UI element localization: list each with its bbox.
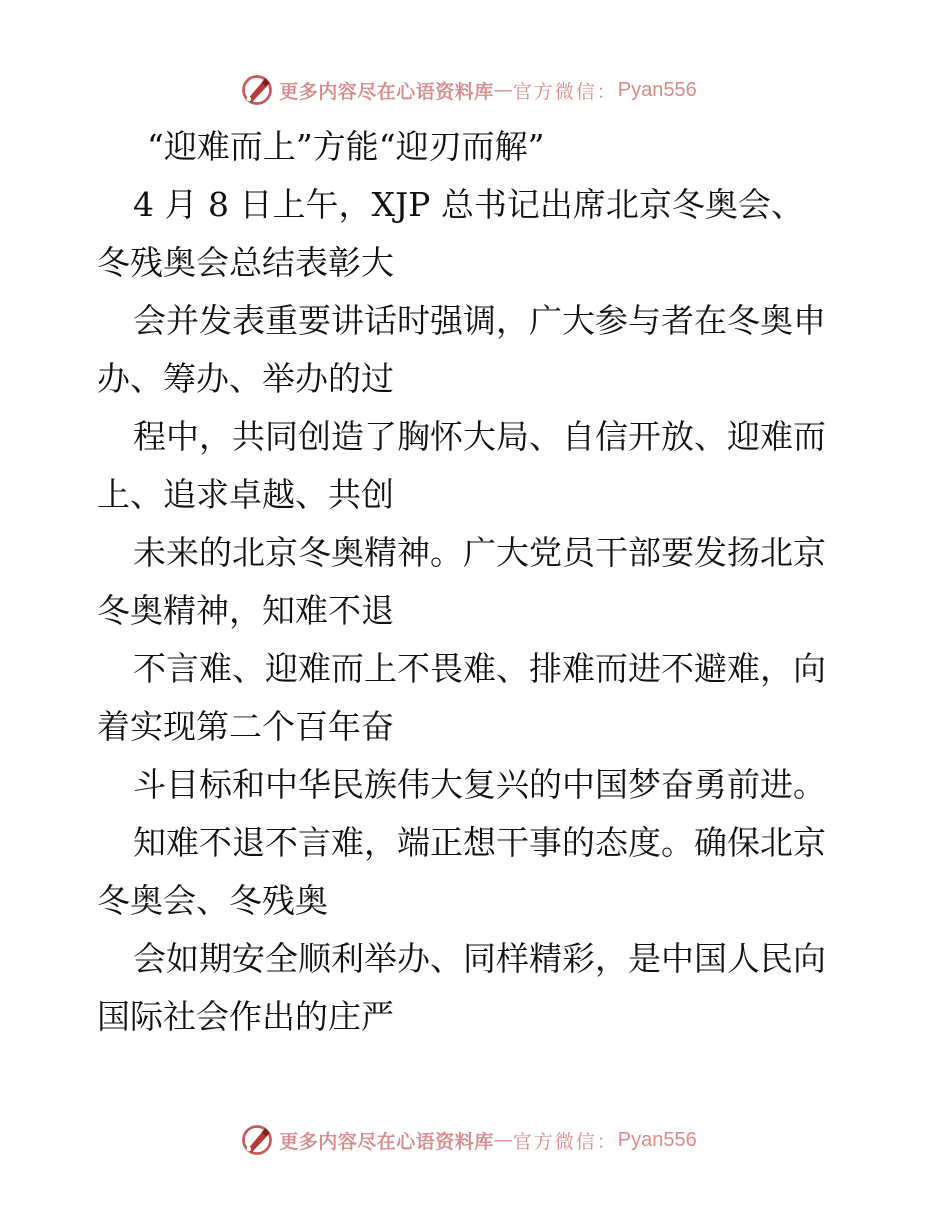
header-banner[interactable] [0, 70, 950, 110]
paragraph-line: 国际社会作出的庄严 [97, 997, 394, 1036]
banner-dash: — [493, 1129, 513, 1151]
paragraph-line: 斗目标和中华民族伟大复兴的中国梦奋勇前进。 [133, 765, 826, 804]
paragraph-line: 冬残奥会总结表彰大 [97, 243, 394, 282]
document-title: “迎难而上”方能“迎刃而解” [147, 127, 545, 166]
paragraph-line: 未来的北京冬奥精神。广大党员干部要发扬北京 [133, 533, 826, 572]
paragraph-line: 办、筹办、举办的过 [97, 359, 394, 398]
paragraph-line: 会如期安全顺利举办、同样精彩，是中国人民向 [133, 939, 826, 978]
paragraph-line: 程中，共同创造了胸怀大局、自信开放、迎难而 [133, 417, 826, 456]
paragraph-line: 知难不退不言难，端正想干事的态度。确保北京 [133, 823, 826, 862]
banner-dash: — [493, 79, 513, 101]
paragraph-line: 会并发表重要讲话时强调，广大参与者在冬奥申 [133, 301, 826, 340]
banner-text: 更多内容尽在心语资料库 [279, 1130, 494, 1153]
paragraph-line: 上、追求卓越、共创 [97, 475, 394, 514]
banner-official-label: 官方微信： [512, 1130, 618, 1153]
banner-wechat-id: Pyan556 [617, 78, 697, 101]
paragraph-line: 冬奥精神，知难不退 [97, 591, 394, 630]
banner-official-label: 官方微信： [512, 80, 618, 103]
banner-wechat-id: Pyan556 [617, 1128, 697, 1151]
document-body [97, 118, 857, 1046]
paragraph-line: 4 月 8 日上午，XJP 总书记出席北京冬奥会、 [133, 185, 804, 224]
banner-text: 更多内容尽在心语资料库 [279, 80, 494, 103]
pen-logo-icon [239, 1122, 275, 1158]
paragraph-line: 着实现第二个百年奋 [97, 707, 394, 746]
paragraph-line: 不言难、迎难而上不畏难、排难而进不避难，向 [133, 649, 826, 688]
pen-logo-icon [239, 72, 275, 108]
footer-banner[interactable] [0, 1120, 950, 1160]
paragraph-line: 冬奥会、冬残奥 [97, 881, 328, 920]
